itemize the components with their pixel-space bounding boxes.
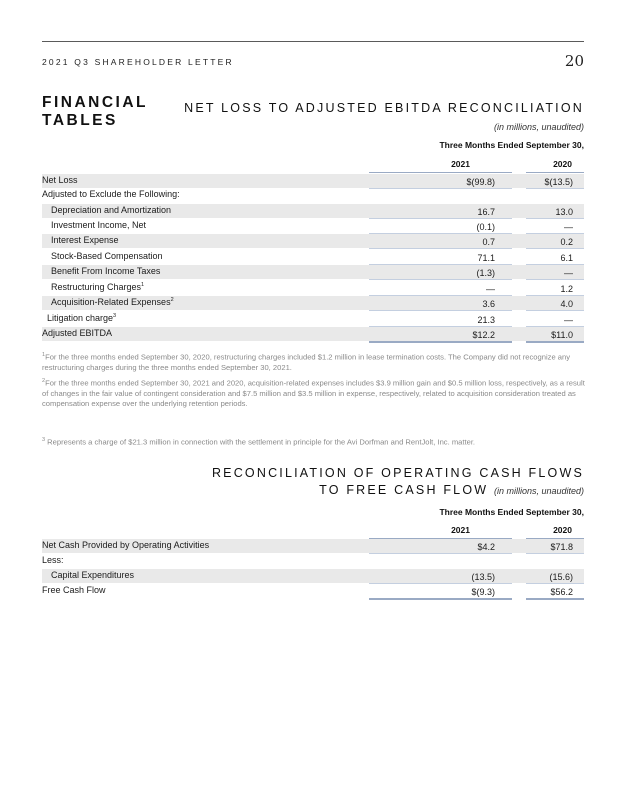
ebitda-value-2021: 3.6 <box>482 299 495 309</box>
ebitda-value-2020: 6.1 <box>560 253 573 263</box>
ebitda-cell-rule <box>369 279 512 280</box>
ebitda-total-rule-2021 <box>369 341 512 343</box>
ebitda-value-2020: — <box>564 315 573 325</box>
fcf-total-rule-2020 <box>526 598 584 600</box>
ebitda-value-2021: 16.7 <box>477 207 495 217</box>
document-title: 2021 Q3 SHAREHOLDER LETTER <box>42 57 234 67</box>
fcf-value-2021: $4.2 <box>477 542 495 552</box>
ebitda-table-row <box>42 234 584 248</box>
ebitda-total-rule-2020 <box>526 341 584 343</box>
ebitda-table-row <box>42 296 584 310</box>
ebitda-table-title: NET LOSS TO ADJUSTED EBITDA RECONCILIATION <box>184 101 584 115</box>
ebitda-row-label: Litigation charge$^3$ <box>47 313 117 323</box>
ebitda-row-label: Depreciation and Amortization <box>51 205 172 215</box>
ebitda-cell-rule <box>526 279 584 280</box>
ebitda-table-row <box>42 265 584 279</box>
ebitda-value-2020: $11.0 <box>551 330 573 340</box>
ebitda-cell-rule <box>526 248 584 249</box>
fcf-value-2021: $(9.3) <box>471 587 495 597</box>
ebitda-year-2020: 2020 <box>553 159 572 169</box>
ebitda-table-row <box>42 281 584 295</box>
footnote-2: $^2$For the three months ended September 30, 2021 and 2020, acquisition-related expenses includes $3.9 million gain and $0.5 million loss, respectively, as a result of changes in the fair value of contingent consideration and $7.5 million and $3.5 million in expense, respectively, related to acquisition consideration treated as compensation expense over the underlying retention periods. <box>42 378 585 409</box>
ebitda-row-label: Stock-Based Compensation <box>51 251 163 261</box>
ebitda-value-2021: — <box>486 284 495 294</box>
fcf-row-label: Free Cash Flow <box>42 585 106 595</box>
fcf-table-title-line1: RECONCILIATION OF OPERATING CASH FLOWS <box>211 466 584 480</box>
ebitda-value-2021: (0.1) <box>476 222 495 232</box>
fcf-table-row <box>42 539 584 553</box>
ebitda-year-rule-2020 <box>526 172 584 173</box>
ebitda-value-2021: 71.1 <box>477 253 495 263</box>
fcf-period-heading: Three Months Ended September 30, <box>439 507 584 517</box>
fcf-table-subtitle: (in millions, unaudited) <box>493 486 584 496</box>
ebitda-value-2021: 21.3 <box>477 315 495 325</box>
ebitda-table-subtitle: (in millions, unaudited) <box>493 122 584 132</box>
ebitda-cell-rule <box>369 248 512 249</box>
ebitda-table-row <box>42 174 584 188</box>
fcf-total-rule-2021 <box>369 598 512 600</box>
fcf-year-2021: 2021 <box>451 525 470 535</box>
fcf-row-label: Less: <box>42 555 64 565</box>
fcf-value-2020: $71.8 <box>550 542 573 552</box>
ebitda-value-2020: $(13.5) <box>544 177 573 187</box>
ebitda-value-2021: 0.7 <box>482 237 495 247</box>
ebitda-value-2020: 4.0 <box>560 299 573 309</box>
fcf-year-2020: 2020 <box>553 525 572 535</box>
ebitda-value-2021: $12.2 <box>472 330 495 340</box>
fcf-value-2020: (15.6) <box>549 572 573 582</box>
fcf-table-row <box>42 554 584 568</box>
ebitda-row-label: Acquisition-Related Expenses$^2$ <box>51 297 174 307</box>
ebitda-value-2020: 13.0 <box>555 207 573 217</box>
header-rule <box>42 41 584 42</box>
footnote-3: $^3$ Represents a charge of $21.3 million in connection with the settlement in principle for the Avi Dorfman and RentJolt, Inc. matter. <box>42 437 476 447</box>
ebitda-period-heading: Three Months Ended September 30, <box>439 140 584 150</box>
section-title-line2: TABLES <box>42 112 118 129</box>
ebitda-row-label: Net Loss <box>42 175 78 185</box>
ebitda-row-label: Benefit From Income Taxes <box>51 266 161 276</box>
ebitda-value-2020: — <box>564 268 573 278</box>
ebitda-year-rule-2021 <box>369 172 512 173</box>
ebitda-table-row <box>42 204 584 218</box>
ebitda-row-label: Adjusted EBITDA <box>42 328 113 338</box>
ebitda-value-2020: 0.2 <box>560 237 573 247</box>
ebitda-value-2020: 1.2 <box>560 284 573 294</box>
section-title <box>42 94 148 130</box>
page-number: 20 <box>564 52 584 70</box>
ebitda-table-row <box>42 219 584 233</box>
ebitda-value-2021: $(99.8) <box>466 177 495 187</box>
section-title-line1: FINANCIAL <box>42 94 149 111</box>
fcf-value-2021: (13.5) <box>471 572 495 582</box>
fcf-table-title-line2: TO FREE CASH FLOW (in millions, unaudited) <box>319 483 584 497</box>
fcf-value-2020: $56.2 <box>550 587 573 597</box>
ebitda-row-label: Investment Income, Net <box>51 220 147 230</box>
ebitda-table-row <box>42 250 584 264</box>
ebitda-row-label: Adjusted to Exclude the Following: <box>42 189 180 199</box>
ebitda-year-2021: 2021 <box>451 159 470 169</box>
ebitda-table-row <box>42 188 584 202</box>
fcf-table-row <box>42 569 584 583</box>
ebitda-row-label: Interest Expense <box>51 235 119 245</box>
fcf-table-row <box>42 584 584 598</box>
ebitda-value-2020: — <box>564 222 573 232</box>
ebitda-cell-rule <box>369 310 512 311</box>
ebitda-cell-rule <box>526 310 584 311</box>
ebitda-table-row <box>42 327 584 341</box>
ebitda-row-label: Restructuring Charges$^1$ <box>51 282 145 292</box>
fcf-row-label: Capital Expenditures <box>51 570 135 580</box>
fcf-row-label: Net Cash Provided by Operating Activities <box>42 540 210 550</box>
ebitda-table-row <box>42 312 584 326</box>
footnote-1: $^1$For the three months ended September 30, 2020, restructuring charges included $1.2 million in lease termination costs. The Company did not recognize any restructuring charges during the three months ended September 30, 2021. <box>42 352 571 372</box>
ebitda-value-2021: (1.3) <box>476 268 495 278</box>
